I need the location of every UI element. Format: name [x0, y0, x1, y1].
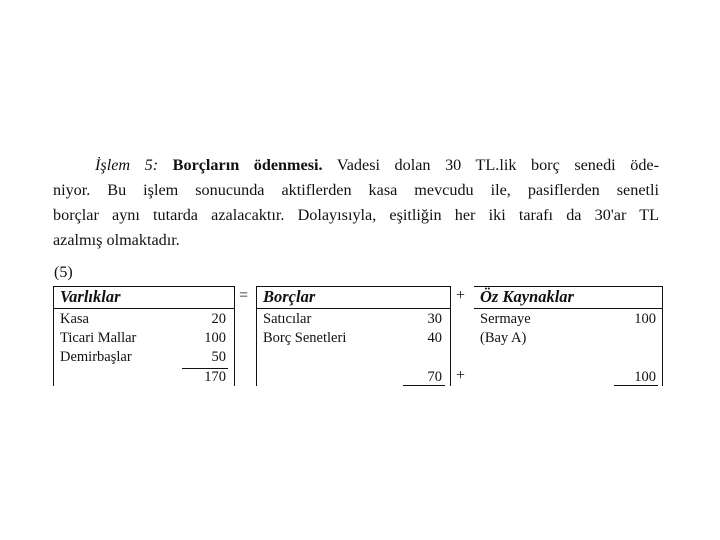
- equity-total: 100: [634, 369, 656, 385]
- assets-header-rule: [54, 308, 234, 309]
- assets-box: [53, 286, 235, 386]
- equity-row-name: Sermaye: [480, 311, 531, 327]
- equity-row-name: (Bay A): [480, 330, 527, 346]
- transaction-heading-label: İşlem 5:: [95, 156, 159, 174]
- assets-total: 170: [204, 369, 226, 385]
- assets-row-value: 20: [211, 311, 226, 327]
- liabilities-row-name: Satıcılar: [263, 311, 312, 327]
- liabilities-row-name: Borç Senetleri: [263, 330, 347, 346]
- assets-row-name: Ticari Mallar: [60, 330, 137, 346]
- equity-title: Öz Kaynaklar: [480, 287, 574, 306]
- paragraph-line-1-rest: Vadesi dolan 30 TL.lik borç senedi öde-: [336, 156, 659, 174]
- transaction-number: (5): [54, 264, 73, 281]
- equity-row-value: 100: [634, 311, 656, 327]
- paragraph-line-1: [53, 153, 659, 178]
- assets-row-name: Demirbaşlar: [60, 349, 132, 365]
- plus-sign-header: +: [456, 287, 466, 304]
- assets-title: Varlıklar: [60, 287, 121, 306]
- liabilities-box: [256, 286, 450, 386]
- liabilities-row-value: 40: [427, 330, 442, 346]
- equity-box: [474, 286, 663, 386]
- transaction-heading-title: Borçların ödenmesi.: [172, 156, 323, 174]
- assets-row-name: Kasa: [60, 311, 89, 327]
- assets-row-value: 50: [211, 349, 226, 365]
- liabilities-header-rule: [257, 308, 450, 309]
- equals-sign: =: [239, 287, 249, 304]
- explanation-paragraph: [53, 153, 659, 253]
- column-divider: [450, 286, 451, 386]
- liabilities-row-value: 30: [427, 311, 442, 327]
- paragraph-line-4: azalmış olmaktadır.: [53, 231, 180, 249]
- paragraph-line-2: niyor. Bu işlem sonucunda aktiflerden kasa mevcudu ile, pasiflerden senetli: [53, 181, 659, 199]
- liabilities-title: Borçlar: [263, 287, 316, 306]
- liabilities-total: 70: [427, 369, 442, 385]
- paragraph-line-3: borçlar aynı tutarda azalacaktır. Dolayısıyla, eşitliğin her iki tarafı da 30'ar TL: [53, 206, 659, 224]
- assets-row-value: 100: [204, 330, 226, 346]
- plus-sign-total: +: [456, 367, 466, 384]
- equity-header-rule: [474, 308, 662, 309]
